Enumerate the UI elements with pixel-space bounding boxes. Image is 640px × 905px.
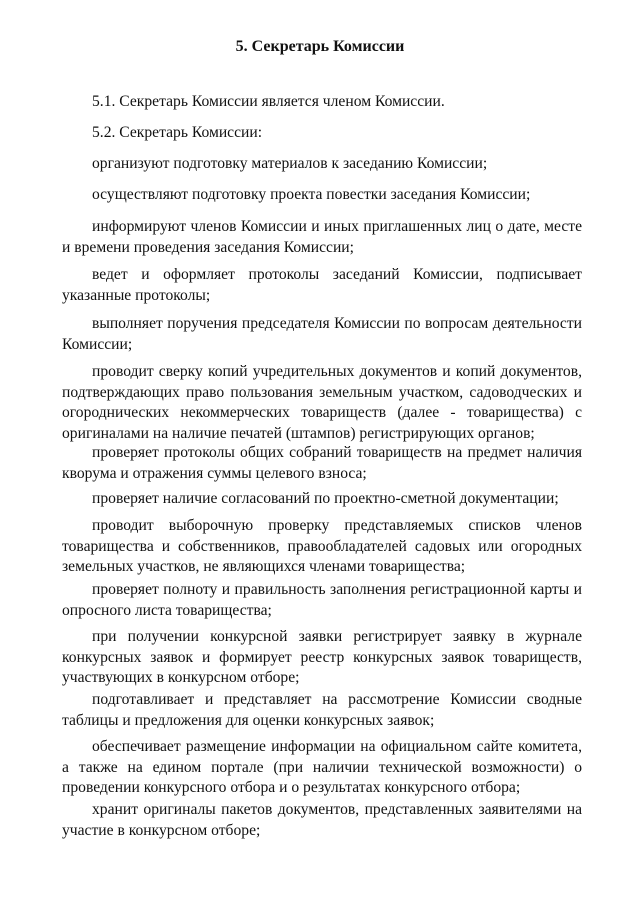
paragraph-5-1: 5.1. Секретарь Комиссии является членом Комиссии. xyxy=(92,93,445,110)
paragraph-item: организуют подготовку материалов к заседанию Комиссии; xyxy=(92,155,488,172)
paragraph-item: проверяет протоколы общих собраний товариществ на предмет наличия кворума и отражения суммы целевого взноса; xyxy=(62,444,582,482)
paragraph-item: выполняет поручения председателя Комиссии по вопросам деятельности Комиссии; xyxy=(62,315,582,353)
paragraph-5-2: 5.2. Секретарь Комиссии: xyxy=(92,124,263,141)
paragraph-item: при получении конкурсной заявки регистрирует заявку в журнале конкурсных заявок и формирует реестр конкурсных заявок товариществ, участвующих в конкурсном отборе; xyxy=(62,628,582,687)
paragraph-item: проверяет наличие согласований по проектно-сметной документации; xyxy=(92,490,559,507)
paragraph-item: проводит сверку копий учредительных документов и копий документов, подтверждающих право пользования земельным участком, садоводческих и огороднических некоммерческих товариществ (далее - товарищества) с оригиналами на наличие печатей (штампов) регистрирующих органов; xyxy=(62,363,582,442)
paragraph-item: обеспечивает размещение информации на официальном сайте комитета, а также на едином портале (при наличии технической возможности) о проведении конкурсного отбора и о результатах конкурсного отбора; xyxy=(62,738,582,797)
paragraph-item: хранит оригиналы пакетов документов, представленных заявителями на участие в конкурсном отборе; xyxy=(62,801,582,839)
paragraph-item: проводит выборочную проверку представляемых списков членов товарищества и собственников, правообладателей садовых или огородных земельных участков, не являющихся членами товарищества; xyxy=(62,517,582,576)
paragraph-item: информируют членов Комиссии и иных приглашенных лиц о дате, месте и времени проведения заседания Комиссии; xyxy=(62,218,582,256)
paragraph-item: подготавливает и представляет на рассмотрение Комиссии сводные таблицы и предложения для оценки конкурсных заявок; xyxy=(62,691,582,729)
section-heading: 5. Секретарь Комиссии xyxy=(235,38,405,55)
paragraph-item: осуществляют подготовку проекта повестки заседания Комиссии; xyxy=(92,186,531,203)
paragraph-item: ведет и оформляет протоколы заседаний Комиссии, подписывает указанные протоколы; xyxy=(62,266,582,304)
paragraph-item: проверяет полноту и правильность заполнения регистрационной карты и опросного листа товарищества; xyxy=(62,581,582,619)
